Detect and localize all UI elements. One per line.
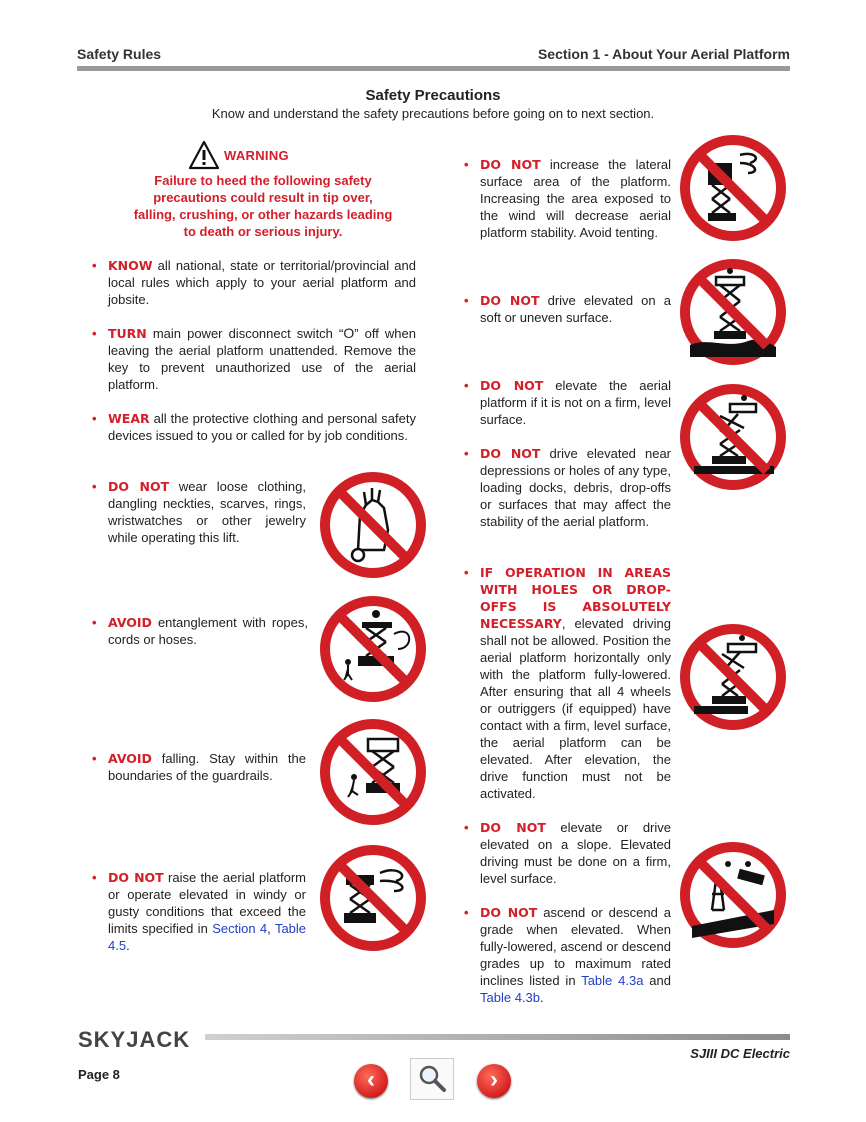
rule-text: drive elevated near depressions or holes of any type, loading docks, debris, drop-offs or surfaces that may affect the stability of the aerial platform.: [480, 446, 672, 529]
rule-keyword: TURN: [108, 326, 147, 341]
rule-text: drive elevated on a soft or uneven surface.: [480, 293, 671, 325]
rule-keyword: AVOID: [108, 751, 152, 766]
warning-triangle-icon: [188, 140, 220, 170]
no-entanglement-sign-icon: [318, 594, 428, 704]
next-page-button[interactable]: [477, 1064, 511, 1098]
rule-text: increase the lateral surface area of the platform. Increasing the area exposed to the wind will decrease aerial platform stability. Avoid tenting.: [480, 157, 672, 240]
no-slope-sign-icon: [678, 840, 788, 950]
warning-line: precautions could result in tip over,: [153, 190, 373, 205]
no-drive-near-holes-sign-icon: [678, 622, 788, 732]
warning-text: [108, 172, 418, 240]
table-4-3a-link[interactable]: Table 4.3a: [581, 973, 644, 988]
rule-text: elevate or drive elevated on a slope. Elevated driving must be done on a firm, level surface.: [480, 820, 671, 886]
next-arrow-icon: ›: [490, 1066, 498, 1093]
rule-text: falling. Stay within the boundaries of the guardrails.: [108, 751, 306, 783]
header-section-right: Section 1 - About Your Aerial Platform: [537, 46, 790, 62]
prev-page-button[interactable]: [354, 1064, 388, 1098]
rule-text: elevate the aerial platform if it is not on a firm, level surface.: [480, 378, 672, 427]
rule-item-jewelry: [92, 478, 307, 546]
rule-keyword: DO NOT: [108, 870, 164, 885]
bullet: •: [92, 615, 97, 630]
no-tenting-sign-icon: [678, 133, 788, 243]
bullet: •: [464, 293, 469, 308]
rule-text: ascend or descend a grade when elevated. When fully-lowered, ascend or descend grades up to maximum rated inclines listed in: [480, 905, 671, 988]
rule-text: entanglement with ropes, cords or hoses.: [108, 615, 308, 647]
bullet: •: [92, 479, 97, 494]
rule-text: raise the aerial platform or operate elevated in windy or gusty conditions that exceed the limits specified in: [108, 870, 307, 936]
prev-arrow-icon: ‹: [367, 1066, 375, 1093]
rule-keyword: AVOID: [108, 615, 152, 630]
bullet: •: [464, 446, 469, 461]
rule-item-slope: [464, 819, 671, 887]
no-wind-sign-icon: [318, 843, 428, 953]
rule-text: .: [126, 938, 130, 953]
bullet: •: [92, 326, 97, 341]
rule-item-turn: [92, 325, 416, 393]
rule-text: ,: [267, 921, 275, 936]
bullet: •: [464, 378, 469, 393]
rule-text: main power disconnect switch “: [146, 326, 344, 341]
magnifier-icon: [411, 1059, 453, 1099]
bullet: •: [464, 820, 469, 835]
rule-keyword: DO NOT: [480, 157, 541, 172]
bullet: •: [92, 258, 97, 273]
rule-keyword: DO NOT: [480, 293, 540, 308]
power-off-symbol: O: [343, 325, 355, 341]
rule-text: , elevated driving shall not be allowed. Position the aerial platform horizontally only with the platform fully-lowered. After ensuring that all 4 wheels or outriggers (if equipped) have contact with a firm, level surface, the aerial platform can be elevated. After elevation, the drive function must not be activated.: [480, 616, 671, 801]
rule-item-lateral-area: [464, 156, 672, 241]
bullet: •: [92, 870, 97, 885]
rule-keyword: WEAR: [108, 411, 150, 426]
bullet: •: [464, 565, 469, 580]
bullet: •: [92, 751, 97, 766]
rule-keyword: DO NOT: [108, 479, 170, 494]
table-4-3b-link[interactable]: Table 4.3b: [480, 990, 540, 1005]
rule-item-entanglement: [92, 614, 308, 648]
rule-keyword: IF OPERATION IN AREAS WITH HOLES OR DROP-OFFS IS ABSOLUTELY NECESSARY: [480, 565, 671, 631]
table-4-5-link[interactable]: Table 4.5: [108, 921, 307, 953]
rule-item-wind: [92, 869, 307, 954]
bullet: •: [92, 411, 97, 426]
model-name: SJIII DC Electric: [690, 1046, 790, 1061]
warning-line: Failure to heed the following safety: [154, 173, 372, 188]
rule-item-grade: [464, 904, 671, 1006]
rule-item-falling: [92, 750, 306, 784]
rule-item-wear: [92, 410, 416, 444]
rule-text: .: [540, 990, 544, 1005]
rule-keyword: KNOW: [108, 258, 153, 273]
page-number: Page 8: [78, 1067, 120, 1082]
rule-text: all national, state or territorial/provincial and local rules which apply to your aerial platform and jobsite.: [108, 258, 416, 307]
no-soft-surface-sign-icon: [678, 257, 788, 367]
zoom-button[interactable]: [410, 1058, 454, 1100]
section-4-link[interactable]: Section 4: [212, 921, 268, 936]
header-rule: [77, 66, 790, 71]
no-falling-sign-icon: [318, 717, 428, 827]
warning-line: falling, crushing, or other hazards leading: [133, 207, 393, 222]
header-section-left: Safety Rules: [77, 46, 162, 62]
rule-keyword: DO NOT: [480, 446, 541, 461]
rule-text: all the protective clothing and personal safety devices issued to you or called for by job conditions.: [108, 411, 416, 443]
warning-line: to death or serious injury.: [183, 224, 343, 239]
rule-item-holes-dropoffs: [464, 564, 671, 802]
footer-rule: [205, 1034, 790, 1040]
rule-keyword: DO NOT: [480, 820, 546, 835]
warning-header: [188, 140, 348, 172]
rule-item-depressions: [464, 445, 672, 530]
rule-item-firm-surface: [464, 377, 672, 428]
no-unlevel-surface-sign-icon: [678, 382, 788, 492]
rule-keyword: DO NOT: [480, 905, 538, 920]
page-subtitle: Know and understand the safety precautions before going on to next section.: [211, 106, 655, 121]
warning-label: WARNING: [224, 148, 289, 163]
rule-text: ” off when leaving the aerial platform unattended. Remove the key to prevent unauthorized use of the aerial platform.: [108, 326, 416, 392]
rule-item-know: [92, 257, 416, 308]
no-jewelry-sign-icon: [318, 470, 428, 580]
page-title: Safety Precautions: [365, 87, 501, 104]
bullet: •: [464, 157, 469, 172]
rule-text: wear loose clothing, dangling neckties, scarves, rings, wristwatches or other jewelry while operating this lift.: [108, 479, 307, 545]
bullet: •: [464, 905, 469, 920]
rule-keyword: DO NOT: [480, 378, 544, 393]
rule-item-soft-surface: [464, 292, 671, 326]
skyjack-logo: SKYJACK: [78, 1027, 191, 1052]
rule-text: and: [643, 973, 671, 988]
